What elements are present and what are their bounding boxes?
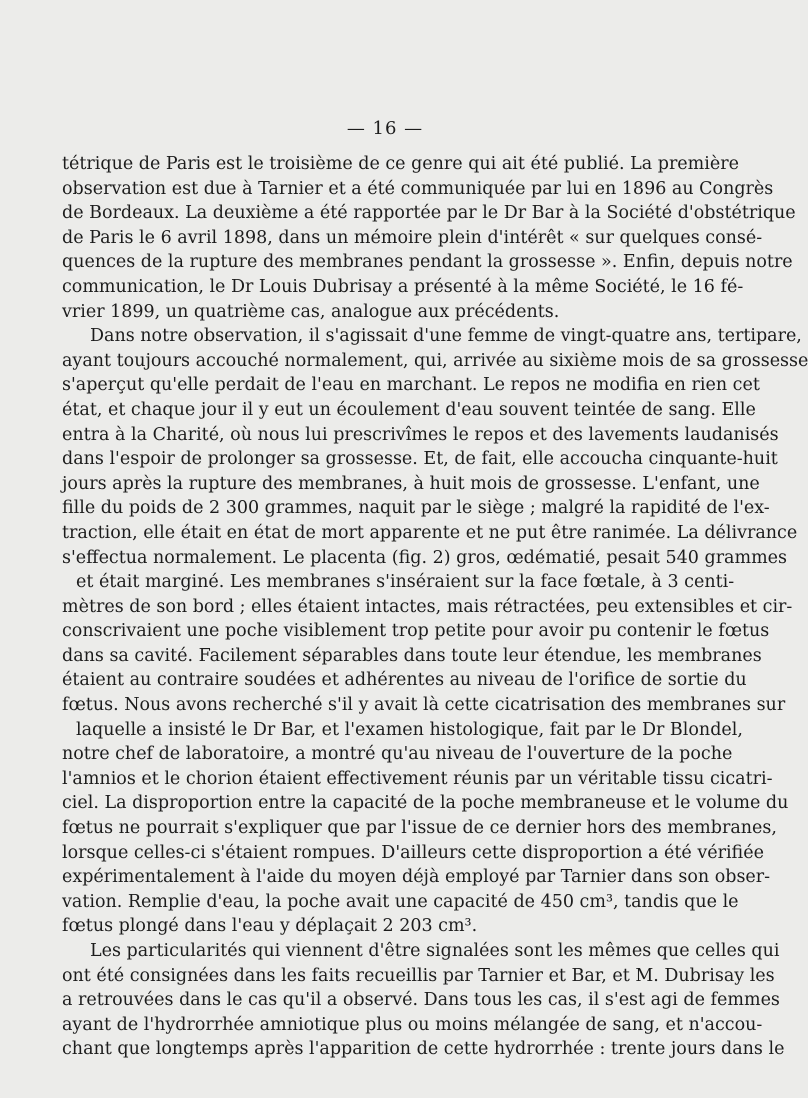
text-line: notre chef de laboratoire, a montré qu'au niveau de l'ouverture de la poche: [62, 744, 733, 765]
text-line: ciel. La disproportion entre la capacité de la poche membraneuse et le volume du: [62, 793, 789, 814]
text-line: entra à la Charité, où nous lui prescrivîmes le repos et des lavements laudanisés: [62, 424, 779, 445]
text-line: de Bordeaux. La deuxième a été rapportée par le Dr Bar à la Société d'obstétrique: [62, 203, 796, 224]
text-line: quences de la rupture des membranes pendant la grossesse ». Enfin, depuis notre: [62, 252, 793, 273]
text-line: Les particularités qui viennent d'être signalées sont les mêmes que celles qui: [90, 941, 780, 961]
text-line: a retrouvées dans le cas qu'il a observé. Dans tous les cas, il s'est agi de femmes: [62, 990, 780, 1011]
text-line: et était marginé. Les membranes s'inséraient sur la face fœtale, à 3 centi-: [76, 572, 735, 593]
text-line: état, et chaque jour il y eut un écoulement d'eau souvent teintée de sang. Elle: [62, 399, 756, 420]
text-line: conscrivaient une poche visiblement trop petite pour avoir pu contenir le fœtus: [62, 621, 770, 642]
text-line: s'aperçut qu'elle perdait de l'eau en marchant. Le repos ne modifia en rien cet: [62, 375, 760, 396]
text-line: lorsque celles-ci s'étaient rompues. D'ailleurs cette disproportion a été vérifiée: [62, 842, 764, 863]
text-line: ont été consignées dans les faits recueillis par Tarnier et Bar, et M. Dubrisay les: [62, 965, 775, 986]
text-line: expérimentalement à l'aide du moyen déjà employé par Tarnier dans son obser-: [62, 867, 771, 888]
text-line: étaient au contraire soudées et adhérentes au niveau de l'orifice de sortie du: [62, 670, 747, 691]
text-line: fœtus ne pourrait s'expliquer que par l'issue de ce dernier hors des membranes,: [62, 818, 777, 839]
text-line: vation. Remplie d'eau, la poche avait une capacité de 450 cm³, tandis que le: [62, 891, 739, 912]
text-line: fœtus plongé dans l'eau y déplaçait 2 203 cm³.: [62, 916, 478, 937]
text-line: communication, le Dr Louis Dubrisay a présenté à la même Société, le 16 fé-: [62, 276, 744, 297]
text-line: ayant toujours accouché normalement, qui, arrivée au sixième mois de sa grossesse: [62, 350, 808, 371]
text-line: fœtus. Nous avons recherché s'il y avait là cette cicatrisation des membranes sur: [62, 695, 786, 716]
text-line: dans sa cavité. Facilement séparables dans toute leur étendue, les membranes: [62, 645, 762, 666]
text-line: dans l'espoir de prolonger sa grossesse. Et, de fait, elle accoucha cinquante-huit: [62, 449, 778, 470]
text-line: laquelle a insisté le Dr Bar, et l'examen histologique, fait par le Dr Blondel,: [76, 719, 743, 740]
body-text: [62, 152, 808, 1062]
text-line: s'effectua normalement. Le placenta (fig. 2) gros, œdématié, pesait 540 grammes: [62, 547, 788, 568]
text-line: traction, elle était en état de mort apparente et ne put être ranimée. La délivrance: [62, 522, 798, 543]
text-line: mètres de son bord ; elles étaient intactes, mais rétractées, peu extensibles et cir-: [62, 596, 793, 617]
text-line: l'amnios et le chorion étaient effectivement réunis par un véritable tissu cicatri-: [62, 768, 773, 789]
text-line: fille du poids de 2 300 grammes, naquit par le siège ; malgré la rapidité de l'ex-: [62, 498, 770, 519]
text-line: de Paris le 6 avril 1898, dans un mémoire plein d'intérêt « sur quelques consé-: [62, 227, 763, 248]
text-line: Dans notre observation, il s'agissait d'une femme de vingt-quatre ans, tertipare,: [90, 326, 802, 347]
page-number: — 16 —: [346, 118, 424, 139]
text-line: tétrique de Paris est le troisième de ce genre qui ait été publié. La première: [62, 154, 739, 174]
text-line: chant que longtemps après l'apparition de cette hydrorrhée : trente jours dans le: [62, 1039, 785, 1060]
text-line: vrier 1899, un quatrième cas, analogue aux précédents.: [62, 301, 560, 322]
text-line: ayant de l'hydrorrhée amniotique plus ou moins mélangée de sang, et n'accou-: [62, 1014, 763, 1035]
text-line: jours après la rupture des membranes, à huit mois de grossesse. L'enfant, une: [62, 473, 760, 494]
text-line: observation est due à Tarnier et a été communiquée par lui en 1896 au Congrès: [62, 178, 774, 199]
